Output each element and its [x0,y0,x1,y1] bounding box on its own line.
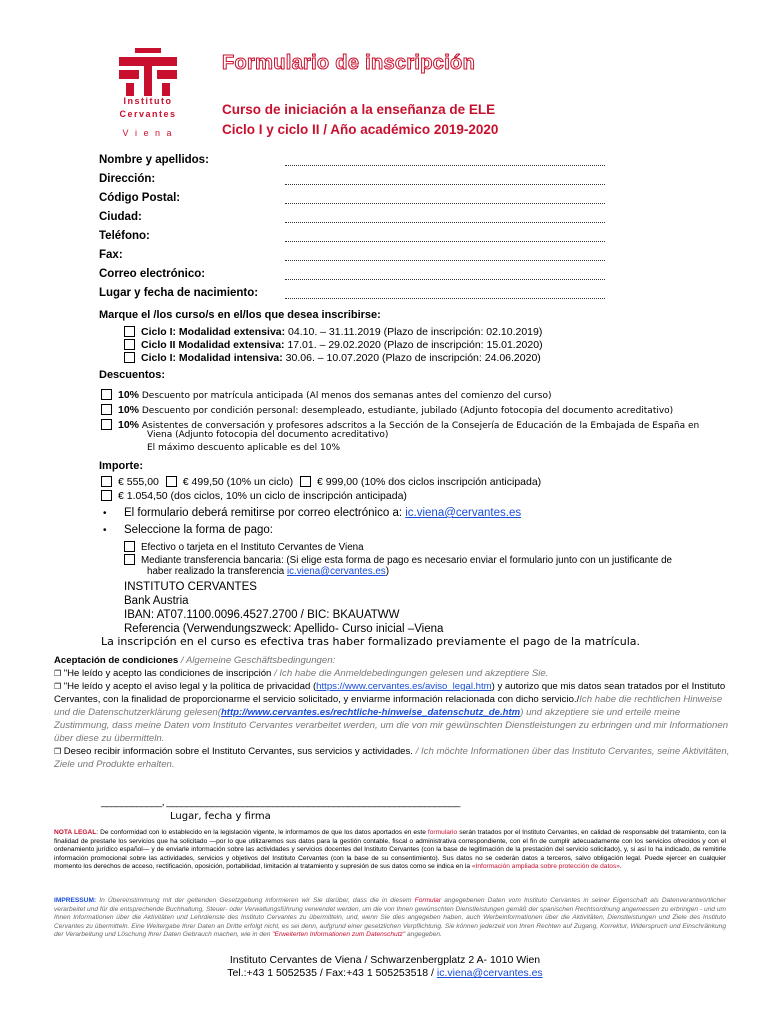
acceptance-info[interactable]: ❐ Deseo recibir información sobre el Instituto Cervantes, sus servicios y actividades. / Ich möchte Informationen über das Instituto Cervantes, seine Aktivitäten, Ziele und Produkte erhalten. [54,746,730,770]
footer-contact: Tel.:+43 1 5052535 / Fax:+43 1 505253518 / ic.viena@cervantes.es [227,967,543,979]
payment-option-transfer[interactable]: Mediante transferencia bancaria: (Si elige esta forma de pago es necesario enviar el formulario junto con un justificante de [124,554,672,566]
aviso-legal-link[interactable]: https://www.cervantes.es/aviso_legal.htm [316,681,492,692]
signature-line[interactable]: ____________, __________________________________________________________ [101,797,460,808]
discount-option-3-line2: Viena (Adjunto fotocopia del documento acreditativo) [147,430,389,440]
course-option-3[interactable]: Ciclo I: Modalidad intensiva: 30.06. – 10.07.2020 (Plazo de inscripción: 24.06.2020) [124,352,541,365]
fill-line[interactable] [285,198,605,204]
fill-line[interactable] [285,255,605,261]
info-proteccion-link[interactable]: «Información ampliada sobre protección de datos» [471,863,620,870]
checkbox[interactable] [101,404,112,415]
send-instructions: El formulario deberá remitirse por correo electrónico a: ic.viena@cervantes.es [124,507,522,519]
bank-details: INSTITUTO CERVANTES Bank Austria IBAN: AT07.1100.0096.4527.2700 / BIC: BKAUATWW Referencia (Verwendungszweck: Apellido- Curso inicial –Viena [124,581,444,635]
payment-heading: Seleccione la forma de pago: [124,524,273,536]
field-correo[interactable]: Correo electrónico: [99,268,619,287]
email-link[interactable]: ic.viena@cervantes.es [286,566,386,577]
checkbox[interactable] [124,541,135,552]
checkbox[interactable] [124,554,135,565]
fill-line[interactable] [285,217,605,223]
course-title [222,100,498,140]
erweiterte-info-link[interactable]: "Erweiterten Informationen zum Datenschutz" [272,931,406,938]
email-link[interactable]: ic.viena@cervantes.es [405,507,522,519]
form-title: Formulario de inscripción [222,52,476,74]
discount-option-1[interactable]: 10% Descuento por matrícula anticipada (Al menos dos semanas antes del comienzo del curso) [101,385,551,403]
fill-line[interactable] [285,293,605,299]
checkbox[interactable] [101,419,112,430]
acceptance-conditions[interactable]: ❐ "He leído y acepto las condiciones de inscripción / Ich habe die Anmeldebedingungen gelesen und akzeptiere Sie. [54,668,549,679]
checkbox-499[interactable] [166,476,177,487]
course-option-2[interactable]: Ciclo II Modalidad extensiva: 17.01. – 29.02.2020 (Plazo de inscripción: 15.01.2020) [124,339,543,352]
checkbox-icon[interactable]: ❐ [54,747,64,756]
fill-line[interactable] [285,160,605,166]
course-title-line2: Ciclo I y ciclo II / Año académico 2019-2020 [222,122,499,137]
impressum: IMPRESSUM: In Übereinstimmung mit der geltenden Gesetzgebung informieren wir Sie darüber, dass die in diesem Formular angegebenen Daten vom Instituto Cervantes in seiner Eigenschaft als Datenverantwortlicher verarbeitet und für die entsprechende Buchhaltung, Steuer- oder Verwaltungsführung verwendet werden, um die von Ihnen gewünschten Dienstleistungen gemäß der spanischen Rechtsordnung angemessen zu erbringen - und um Ihnen Informationen über die Aktivitäten und Lehrdienste des Instituto Cervantes zu übermitteln, und, wenn Sie dies angegeben haben, auch Werbeinformationen über die Aktivitäten, Dienstleistungen und Ziele des Instituto Cervantes zu übermitteln. Eine Weitergabe Ihrer Daten an Dritte erfolgt nicht, es sei denn, aufgrund einer gesetzlichen Verpflichtung. Sie können jederzeit von Ihren Rechten auf Zugang, Korrektur, Widerspruch und Einschränkung der Verarbeitung und Löschung Ihrer Daten Gebrauch machen, wie in den "Erweiterten Informationen zum Datenschutz" angegeben. [54,897,726,938]
discount-option-2[interactable]: 10% Descuento por condición personal: desempleado, estudiante, jubilado (Adjunto fotocopia del documento acreditativo) [101,400,673,418]
bullet-icon: • [103,525,107,536]
courses-heading: Marque el /los curso/s en el/los que desea inscribirse: [99,309,381,321]
logo-text-viena: V i e n a [122,128,174,138]
signature-label: Lugar, fecha y firma [170,811,271,822]
footer-email-link[interactable]: ic.viena@cervantes.es [436,967,543,979]
field-direccion[interactable]: Dirección: [99,173,619,192]
logo-text-instituto: Instituto [123,96,173,106]
bullet-icon: • [103,508,107,519]
nota-legal: NOTA LEGAL: De conformidad con lo establecido en la legislación vigente, le informamos de que los datos aportados en este formulario serán tratados por el Instituto Cervantes, en calidad de responsable del tratamiento, con la finalidad de prestarle los servicios que ha solicitado —por lo que utilizaremos sus datos para la gestión contable, fiscal o administrativa correspondiente, con el fin de cumplir adecuadamente con los servicios ofrecidos y con el ordenamiento jurídico español— y de enviarle información sobre las actividades y servicios docentes del Instituto Cervantes (con la base de legitimación de la prestación del servicio solicitado), y, si así lo ha indicado, de remitirle información promocional sobre las actividades, servicios y objetivos del Instituto Cervantes (con la base de su consentimiento). Sus datos no se cederán datos a terceros, salvo obligación legal. Puede ejercer en cualquier momento los derechos de acceso, rectificación, oposición, portabilidad, limitación al tratamiento y supresión de sus datos como se indica en la «Información ampliada sobre protección de datos». [54,829,726,870]
field-ciudad[interactable]: Ciudad: [99,211,619,230]
effective-payment-note: La inscripción en el curso es efectiva tras haber formalizado previamente el pago de la matrícula. [101,635,640,648]
acceptance-section: Aceptación de condiciones / Algemeine Geschäftsbedingungen: ❐ "He leído y acepto las condiciones de inscripción / Ich habe die Anmeldebedingungen gelesen und akzeptiere Sie. ❐ "He leído y acepto el aviso legal y la política de privacidad (https://www.cervantes.es/aviso_legal.htm) y autorizo que mis datos sean tratados por el Instituto Cervantes, con la finalidad de proporcionarme el servicio solicitado, y enviarme información relacionada con dicho servicio./Ich habe die rechtlichen Hinweise und die Datenschutzerklärung gelesen(http://www.cervantes.es/rechtliche-hinweise_datenschutz_de.htm) und akzeptiere sie und erteile meine Zustimmung, dass meine Daten vom Instituto Cervantes verarbeitet werden, um die von mir gewünschten Dienstleistungen zu erbringen und mir Informationen über diese zu übermitteln. ❐ Deseo recibir información sobre el Instituto Cervantes, sus servicios y actividades. / Ich möchte Informationen über das Instituto Cervantes, seine Aktivitäten, Ziele und Produkte erhalten. [54,655,730,770]
field-fax[interactable]: Fax: [99,249,619,268]
payment-option-cash[interactable]: Efectivo o tarjeta en el Instituto Cervantes de Viena [124,541,364,553]
instituto-cervantes-logo [108,46,188,138]
datenschutz-link[interactable]: http://www.cervantes.es/rechtliche-hinweise_datenschutz_de.htm [220,707,521,718]
course-title-line1: Curso de iniciación a la enseñanza de ELE [222,102,496,117]
checkbox-999[interactable] [300,476,311,487]
fill-line[interactable] [285,179,605,185]
acceptance-privacy[interactable]: ❐ "He leído y acepto el aviso legal y la política de privacidad (https://www.cervantes.es/aviso_legal.htm) y autorizo que mis datos sean tratados por el Instituto Cervantes, con la finalidad de proporcionarme el servicio solicitado, y enviarme información relacionada con dicho servicio./Ich habe die rechtlichen Hinweise und die Datenschutzerklärung gelesen(http://www.cervantes.es/rechtliche-hinweise_datenschutz_de.htm) und akzeptiere sie und erteile meine Zustimmung, dass meine Daten vom Instituto Cervantes verarbeitet werden, um die von mir gewünschten Dienstleistungen zu erbringen und mir Informationen über diese zu übermitteln. [54,681,729,744]
fill-line[interactable] [285,274,605,280]
acceptance-heading: Aceptación de condiciones [54,655,179,666]
footer [0,954,770,980]
field-nombre[interactable]: Nombre y apellidos: [99,154,619,173]
field-telefono[interactable]: Teléfono: [99,230,619,249]
fill-line[interactable] [285,236,605,242]
checkbox[interactable] [124,352,135,363]
footer-address: Instituto Cervantes de Viena / Schwarzenbergplatz 2 A- 1010 Wien [229,954,541,966]
importe-heading: Importe: [99,460,143,472]
checkbox-icon[interactable]: ❐ [54,669,64,678]
course-option-1[interactable]: Ciclo I: Modalidad extensiva: 04.10. – 31.11.2019 (Plazo de inscripción: 02.10.2019) [124,326,542,339]
discount-option-3[interactable]: 10% Asistentes de conversación y profesores adscritos a la Sección de la Consejería de Educación de la Embajada de España en [101,415,699,433]
checkbox-icon[interactable]: ❐ [54,682,64,691]
field-codigo-postal[interactable]: Código Postal: [99,192,619,211]
discounts-heading: Descuentos: [99,369,166,381]
importe-row-2: € 1.054,50 (dos ciclos, 10% un ciclo de inscripción anticipada) [101,490,407,503]
logo-text-cervantes: Cervantes [119,109,177,119]
cervantes-emblem-icon [108,46,188,98]
checkbox-1054[interactable] [101,490,112,501]
importe-row-1: € 555,00 € 499,50 (10% un ciclo) € 999,00 (10% dos ciclos inscripción anticipada) [101,476,541,489]
field-lugar-fecha-nacimiento[interactable]: Lugar y fecha de nacimiento: [99,287,619,306]
checkbox[interactable] [124,326,135,337]
payment-option-transfer-line2: haber realizado la transferencia ic.viena@cervantes.es) [147,566,389,577]
max-discount-note: El máximo descuento aplicable es del 10% [147,443,341,453]
checkbox-555[interactable] [101,476,112,487]
checkbox[interactable] [101,389,112,400]
checkbox[interactable] [124,339,135,350]
